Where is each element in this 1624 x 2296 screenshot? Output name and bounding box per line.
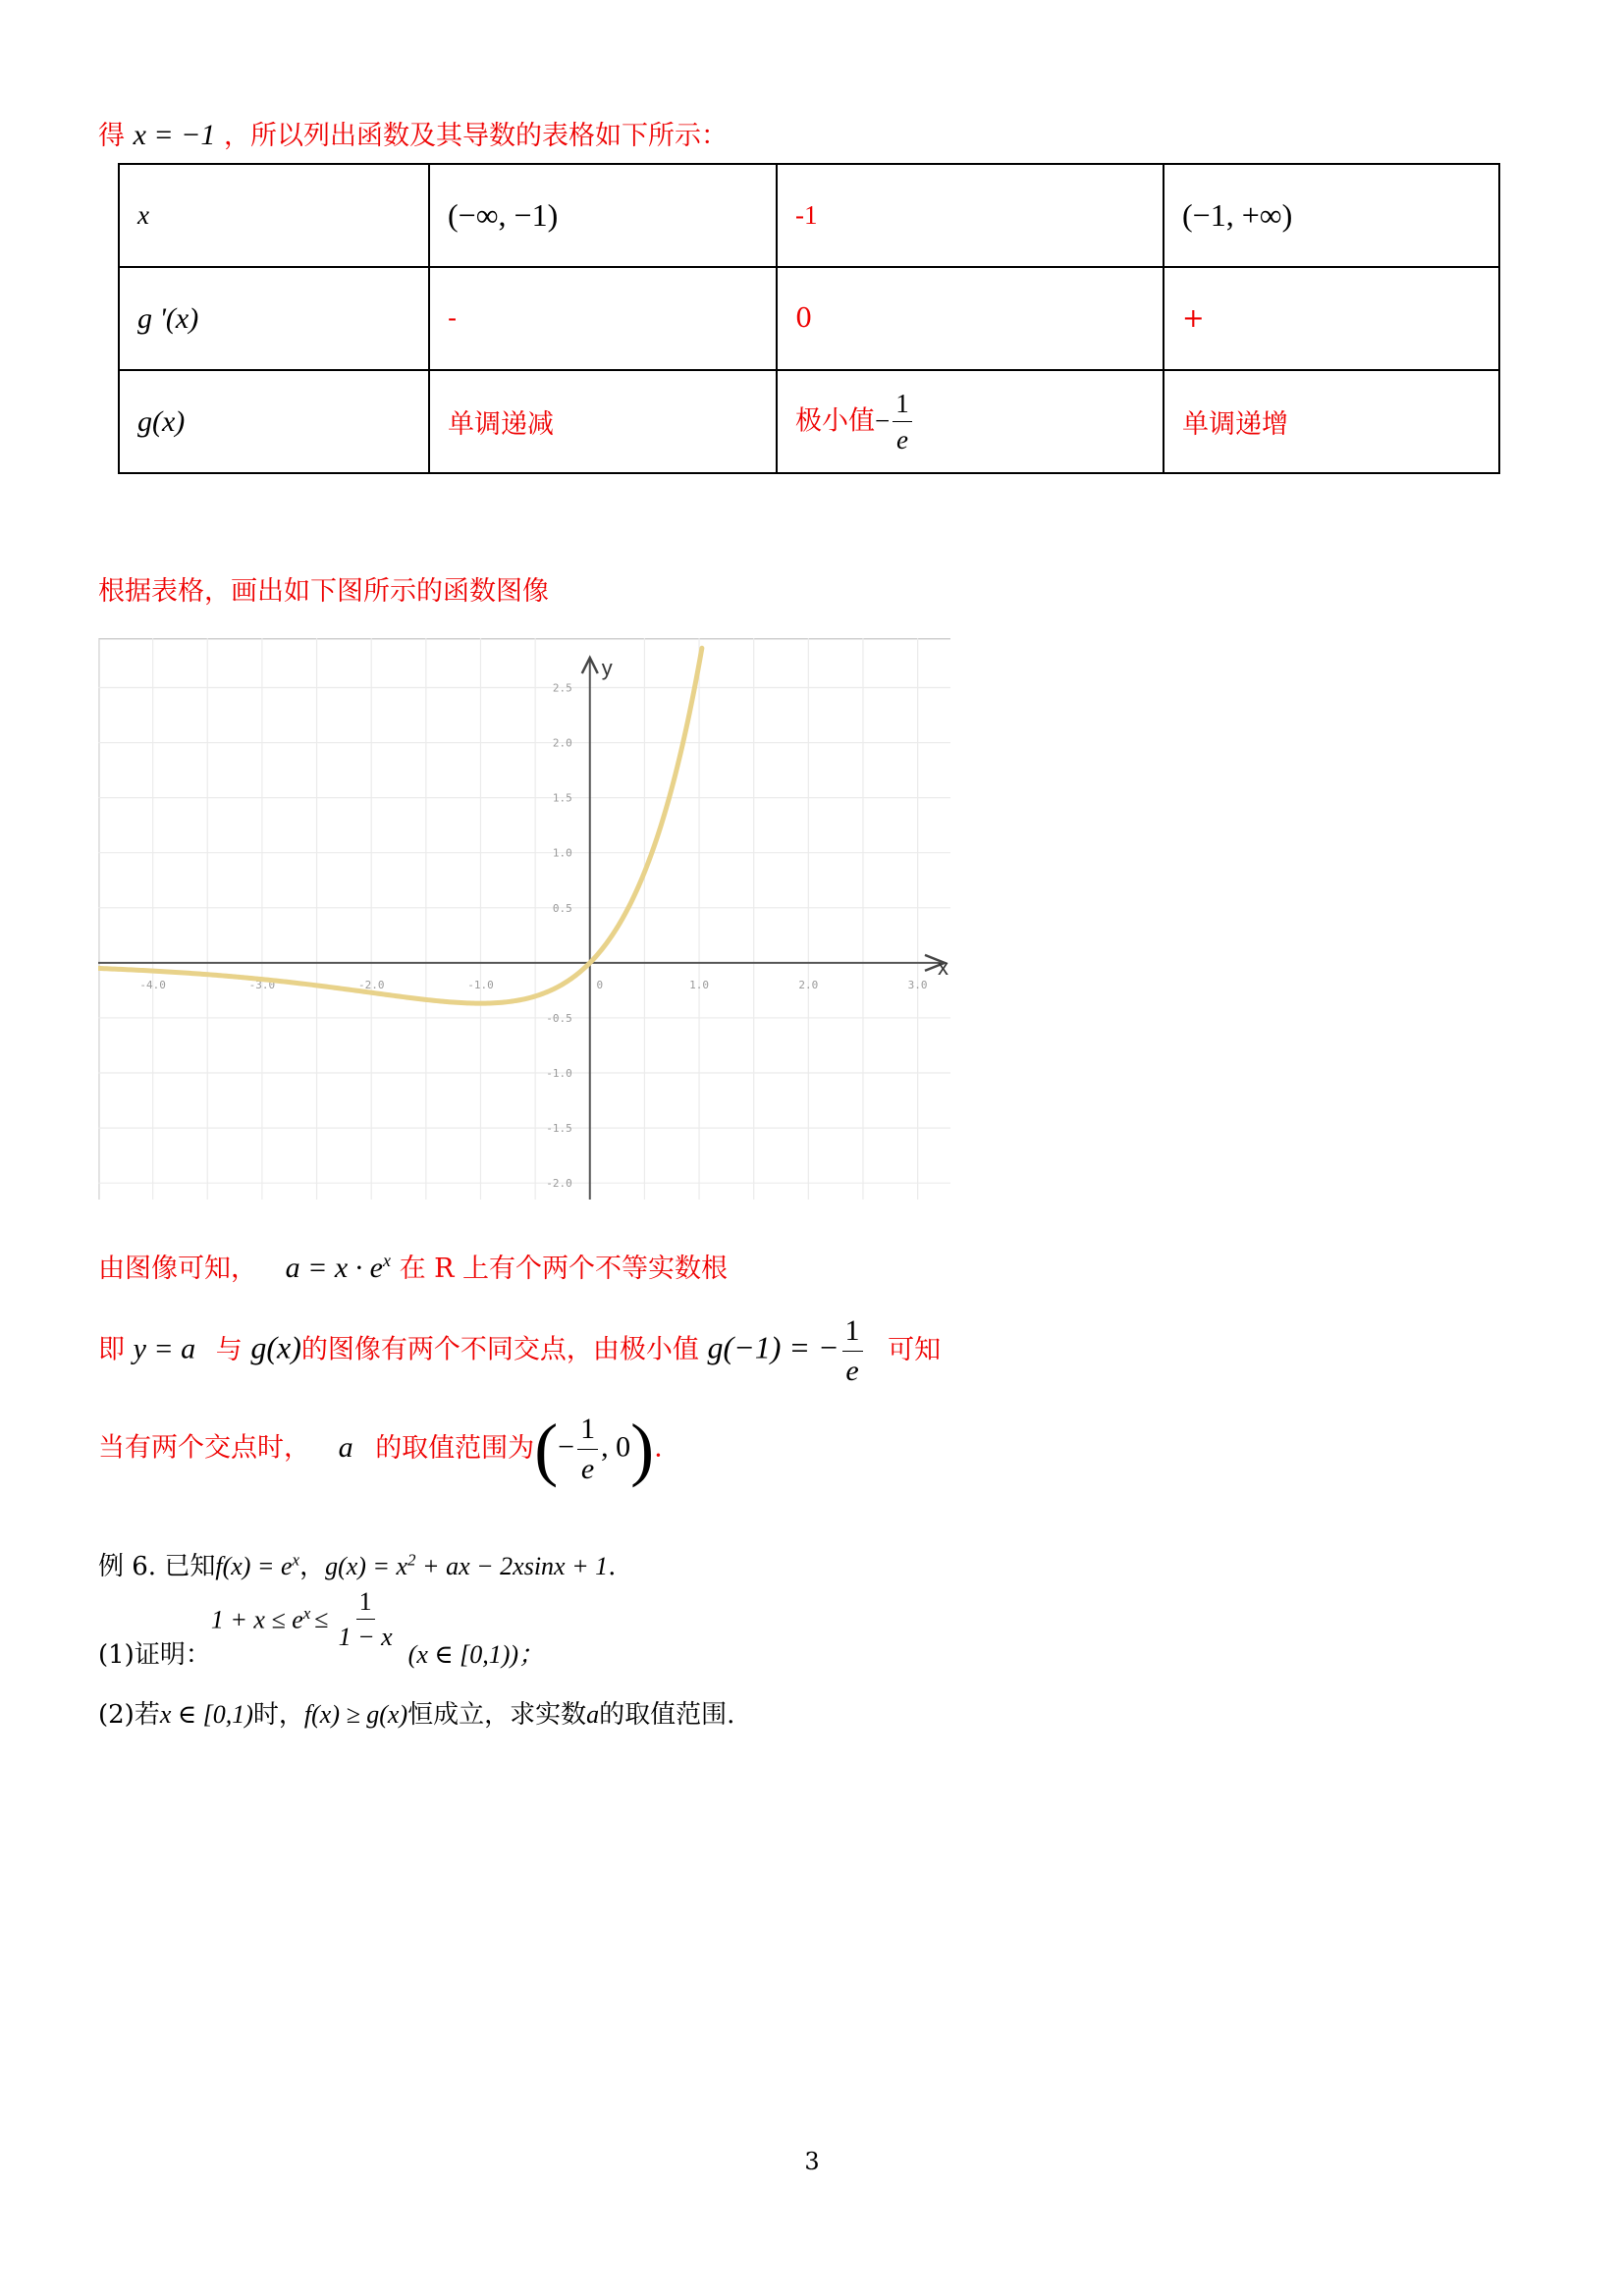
fraction-numerator: 1 — [356, 1588, 375, 1620]
y-tick-label: 0.5 — [552, 901, 572, 915]
row-header-x: x — [119, 164, 429, 267]
part-1-ineq — [211, 1604, 310, 1635]
y-tick-label: 2.5 — [552, 681, 572, 695]
fraction — [893, 390, 912, 454]
behavior-mid-prefix: 极小值 — [795, 405, 875, 436]
example-title-end: . — [608, 1552, 617, 1581]
conclusion-2-g: g(x) — [250, 1329, 301, 1365]
right-paren: ) — [630, 1410, 655, 1488]
interval-right: (−1, +∞) — [1164, 164, 1499, 267]
g-definition-rest: + ax − 2xsinx + 1 — [422, 1552, 609, 1580]
separator: ， — [299, 1552, 326, 1581]
x-tick-label: 1.0 — [689, 978, 709, 991]
x-tick-label: -1.0 — [467, 978, 494, 991]
fraction-denominator: e — [895, 425, 908, 454]
fraction — [336, 1588, 396, 1651]
part-1-le: ≤ — [314, 1604, 329, 1633]
g-superscript: 2 — [407, 1550, 416, 1570]
x-axis-label: x — [938, 954, 948, 980]
example-part-2 — [98, 1694, 734, 1731]
row-header-g: g(x) — [119, 370, 429, 473]
fraction-denominator: 1 − x — [338, 1623, 393, 1652]
equation-body: a = x · e — [285, 1252, 383, 1284]
conclusion-3-prefix: 当有两个交点时， — [98, 1432, 310, 1464]
part-1-superscript: x — [302, 1603, 311, 1623]
conclusion-3-a: a — [338, 1430, 353, 1464]
part-2-prefix: (2)若 — [98, 1700, 160, 1730]
range-minus: − — [558, 1430, 575, 1464]
f-definition — [215, 1552, 299, 1580]
page-number: 3 — [804, 2148, 820, 2175]
left-paren: ( — [534, 1410, 559, 1488]
intro-line — [98, 114, 728, 152]
part-2-domain: x ∈ [0,1) — [159, 1700, 253, 1729]
interval-mid: -1 — [777, 164, 1164, 267]
fraction-numerator: 1 — [842, 1315, 863, 1352]
example-title-prefix: 例 6. 已知 — [98, 1552, 216, 1581]
conclusion-2-prefix: 即 — [98, 1334, 125, 1365]
conclusion-2-text: 的图像有两个不同交点，由极小值 — [300, 1334, 699, 1365]
fraction-denominator: e — [580, 1452, 595, 1485]
y-tick-label: -1.5 — [546, 1122, 572, 1136]
y-axis-label: y — [601, 656, 613, 680]
intro-suffix: ，所以列出函数及其导数的表格如下所示： — [224, 121, 728, 151]
x-tick-label: -4.0 — [139, 978, 166, 991]
example-title — [98, 1546, 616, 1582]
conclusion-3-text: 的取值范围为 — [375, 1432, 535, 1464]
behavior-mid — [777, 370, 1164, 473]
function-graph — [98, 638, 950, 1200]
intro-prefix: 得 — [98, 121, 125, 151]
table-row — [119, 370, 1499, 473]
part-2-text: 恒成立，求实数 — [407, 1700, 587, 1730]
conclusion-2-mid: 与 — [215, 1334, 243, 1365]
y-tick-label: 1.0 — [552, 846, 572, 860]
part-2-end: 的取值范围. — [599, 1700, 735, 1730]
fraction-denominator: e — [845, 1354, 859, 1387]
derivative-table — [118, 163, 1500, 474]
behavior-left: 单调递减 — [429, 370, 777, 473]
x-tick-label: -3.0 — [248, 978, 276, 991]
equation-superscript: x — [382, 1251, 391, 1270]
conclusion-2-equation: y = a — [133, 1332, 196, 1365]
fraction — [577, 1414, 598, 1484]
behavior-mid-minus: − — [875, 405, 891, 435]
g-definition — [325, 1552, 608, 1580]
f-superscript: x — [292, 1550, 300, 1570]
part-1-ineq-body: 1 + x ≤ e — [210, 1605, 303, 1634]
y-tick-label: 2.0 — [552, 736, 572, 750]
part-2-mid: 时， — [252, 1700, 304, 1730]
y-tick-label: 1.5 — [552, 791, 572, 805]
conclusion-line-3 — [98, 1410, 663, 1488]
conclusion-1-suffix: 在 R 上有个两个不等实数根 — [399, 1254, 729, 1284]
x-tick-label: -2.0 — [357, 978, 385, 991]
sign-mid: 0 — [777, 267, 1164, 370]
conclusion-1-prefix: 由图像可知， — [98, 1254, 257, 1284]
conclusion-3-end: . — [654, 1432, 663, 1464]
part-2-a: a — [586, 1700, 600, 1729]
x-tick-label: 3.0 — [907, 978, 928, 991]
part-1-domain: (x ∈ [0,1))； — [407, 1639, 545, 1669]
sign-right: + — [1164, 267, 1499, 370]
intro-equation: x = −1 — [133, 119, 216, 151]
g-definition-body: g(x) = x — [325, 1552, 408, 1580]
part-2-inequality: f(x) ≥ g(x) — [303, 1700, 408, 1729]
conclusion-line-2 — [98, 1315, 941, 1386]
conclusion-2-value: g(−1) = − — [707, 1329, 839, 1365]
conclusion-1-equation — [286, 1252, 391, 1284]
fraction-numerator: 1 — [893, 390, 912, 422]
graph-caption: 根据表格，画出如下图所示的函数图像 — [98, 576, 549, 607]
conclusion-2-suffix: 可知 — [888, 1334, 942, 1365]
y-tick-label: -0.5 — [546, 1011, 572, 1025]
range-tail: , 0 — [601, 1430, 631, 1464]
fraction — [842, 1315, 863, 1386]
row-header-gprime: g '(x) — [119, 267, 429, 370]
interval-left: (−∞, −1) — [429, 164, 777, 267]
conclusion-line-1 — [98, 1247, 728, 1285]
sign-left: - — [429, 267, 777, 370]
y-tick-label: -2.0 — [546, 1177, 572, 1191]
x-tick-label: 0 — [596, 978, 604, 991]
table-row — [119, 267, 1499, 370]
part-1-label: (1)证明： — [98, 1639, 211, 1670]
f-definition-body: f(x) = e — [215, 1552, 293, 1580]
plot-background — [98, 638, 950, 1200]
table-row — [119, 164, 1499, 267]
fraction-numerator: 1 — [577, 1414, 598, 1450]
y-tick-label: -1.0 — [546, 1067, 572, 1081]
x-tick-label: 2.0 — [798, 978, 819, 991]
part-1-inequality — [211, 1588, 399, 1651]
example-part-1 — [98, 1587, 545, 1673]
behavior-right: 单调递增 — [1164, 370, 1499, 473]
